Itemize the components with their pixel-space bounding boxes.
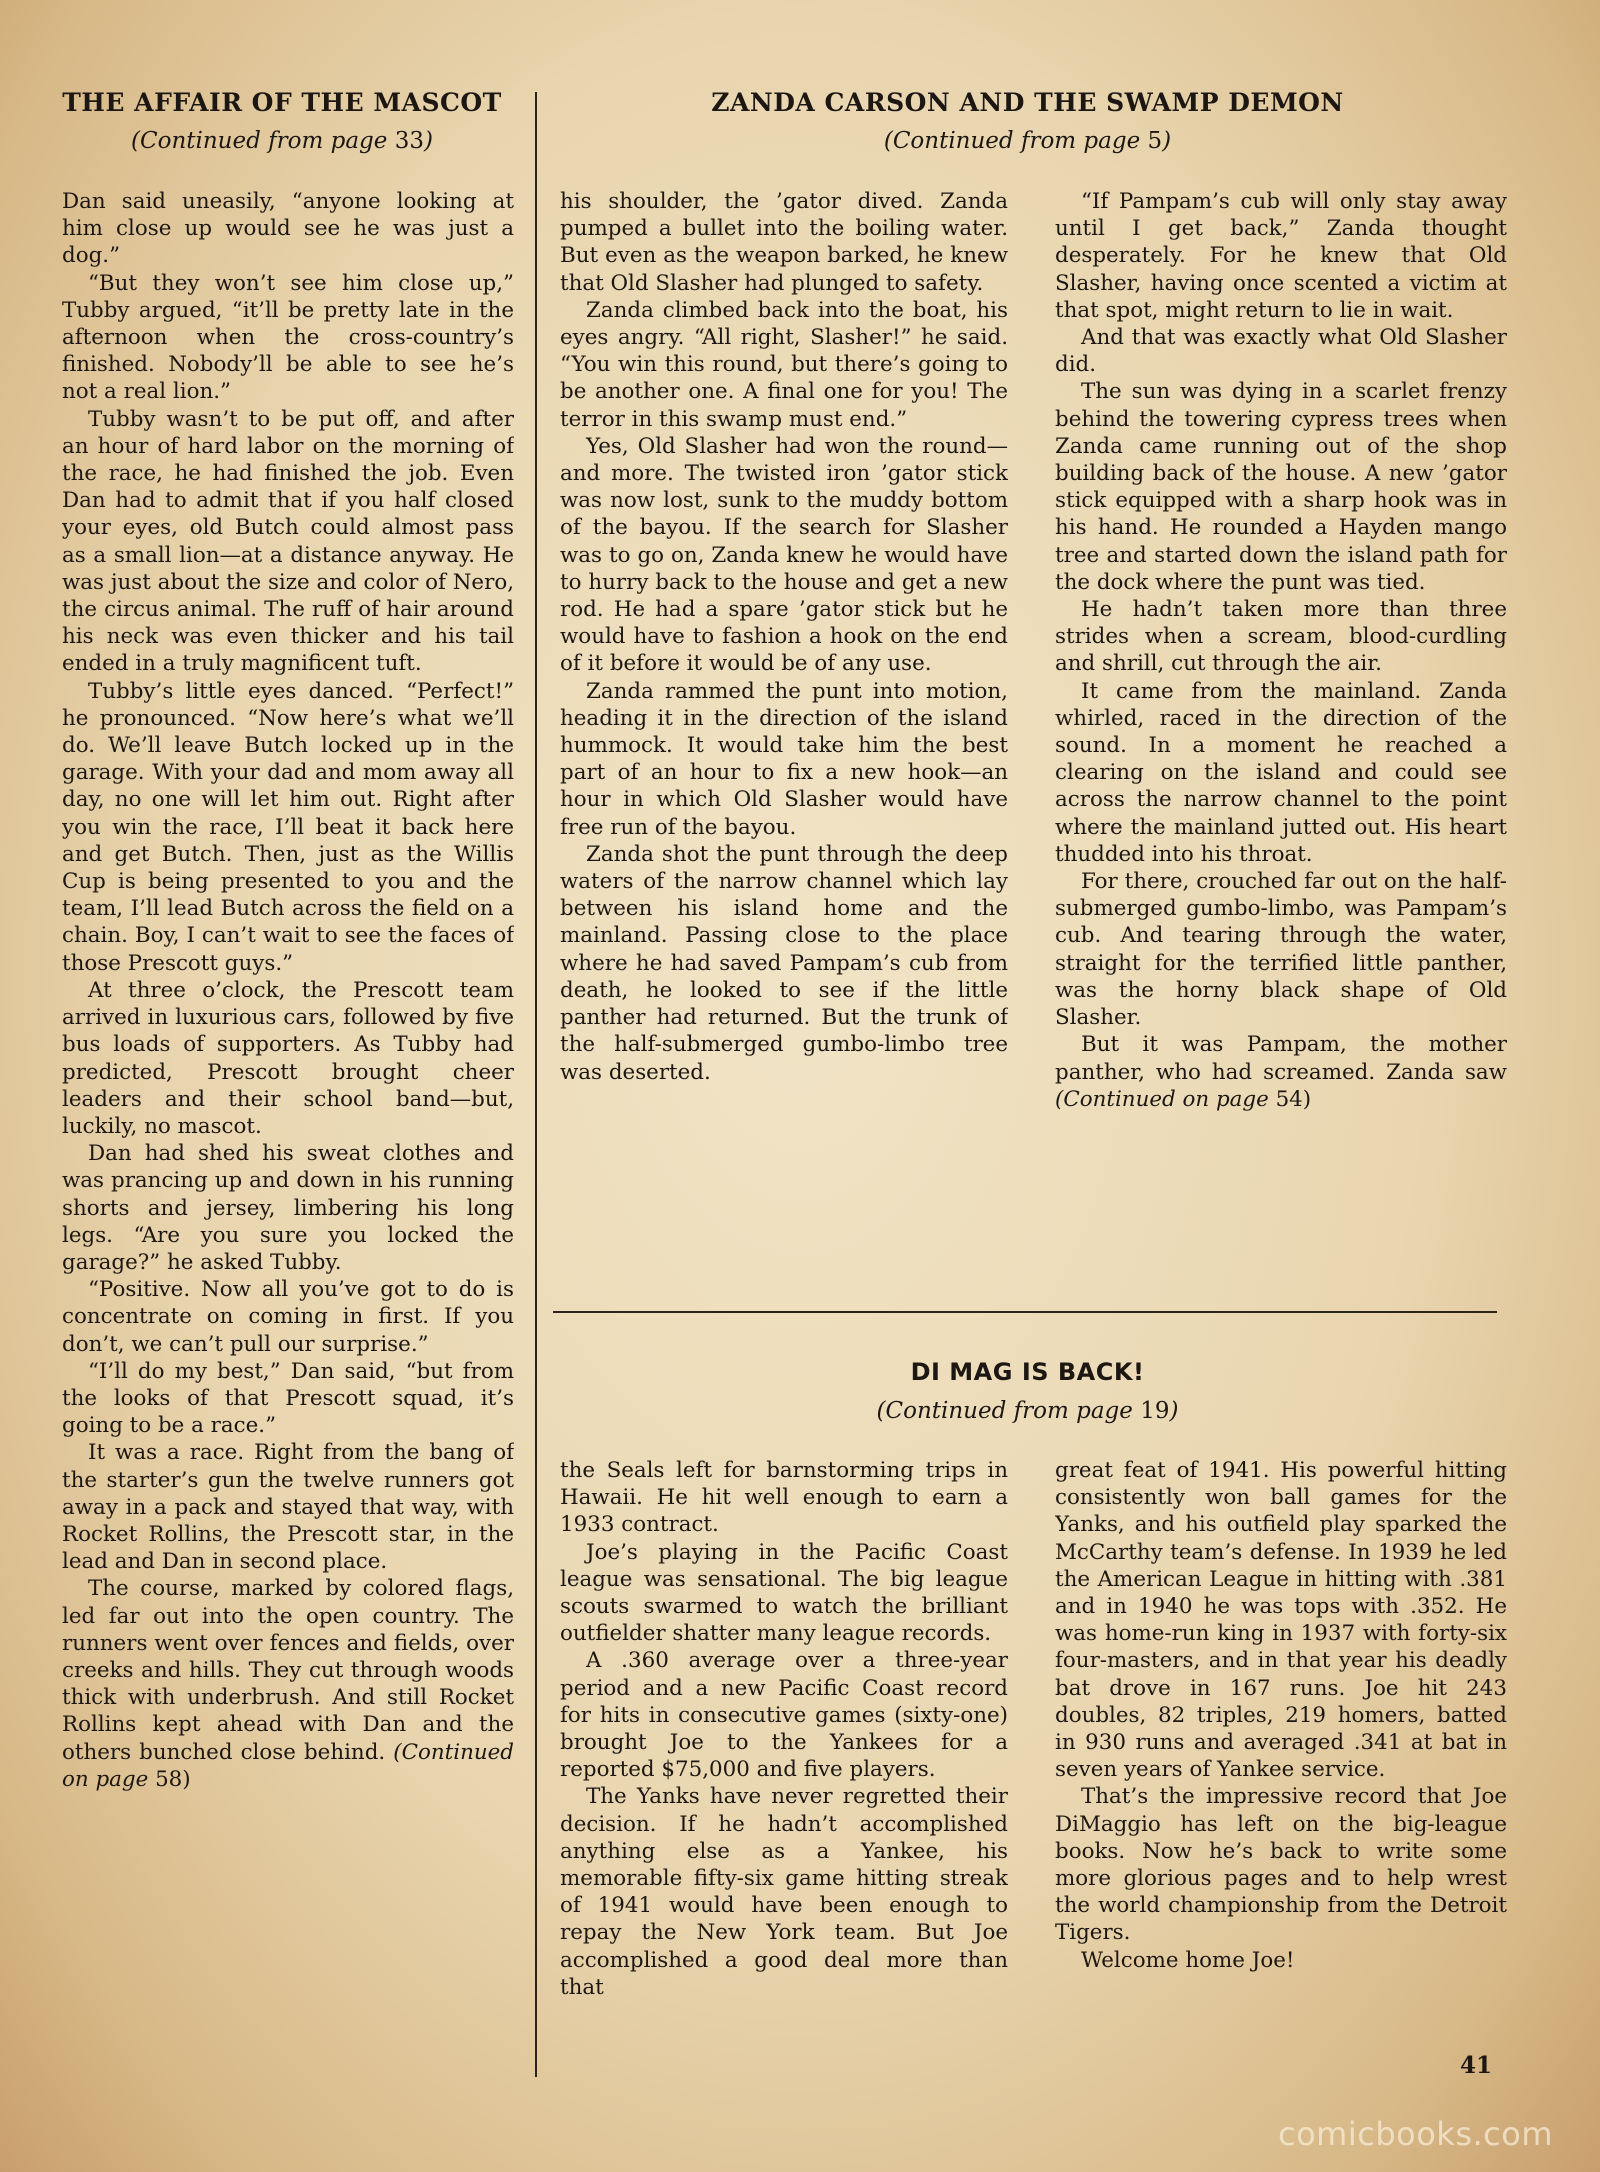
mascot-continued-from: (Continued from page 33)	[131, 128, 433, 154]
dimag-paragraph: great feat of 1941. His powerful hitting consistently won ball games for the Yanks, and his outfield play sparked the McCarthy team’s defense. In 1939 he led the American League in hitting with .381 and in 1940 he was tops with .352. He was home-run king in 1937 with forty-six four-masters, and in that year his deadly bat drove in 167 runs. Joe hit 243 doubles, 82 triples, 219 homers, batted in 930 runs and averaged .341 at bat in seven years of Yankee service.	[1055, 1458, 1507, 1783]
zanda-paragraph: his shoulder, the ’gator dived. Zanda pumped a bullet into the boiling water. But even as the weapon barked, he knew that Old Slasher had plunged to safety.	[560, 189, 1008, 296]
dimag-paragraph: The Yanks have never regretted their decision. If he hadn’t accomplished anything else as a Yankee, his memorable fifty-six game hitting streak of 1941 would have been enough to repay the New York team. But Joe accomplished a good deal more than that	[560, 1784, 1008, 2000]
zanda-paragraph: Zanda rammed the punt into motion, heading it in the direction of the island hummock. It would take him the best part of an hour to fix a new hook—an hour in which Old Slasher would have free run of the bayou.	[560, 678, 1008, 840]
mascot-paragraph: It was a race. Right from the bang of the starter’s gun the twelve runners got away in a pack and stayed that way, with Rocket Rollins, the Prescott star, in the lead and Dan in second place.	[62, 1440, 514, 1575]
dimag-paragraph: Welcome home Joe!	[1081, 1947, 1295, 1973]
mascot-paragraph: The course, marked by colored flags, led far out into the open country. The runners went over fences and fields, over creeks and hills. They cut through woods thick with underbrush. And still Rocket Rollins kept ahead with Dan and the others bunched close behind. (Continued on page 58)	[62, 1576, 514, 1792]
mascot-paragraph: Tubby wasn’t to be put off, and after an hour of hard labor on the morning of the race, he had finished the job. Even Dan had to admit that if you half closed your eyes, old Butch could almost pass as a small lion—at a distance anyway. He was just about the size and color of Nero, the circus animal. The ruff of hair around his neck was even thicker and his tail ended in a truly magnificent tuft.	[62, 406, 514, 677]
mascot-paragraph: “But they won’t see him close up,” Tubby argued, “it’ll be pretty late in the afternoon when the cross-country’s finished. Nobody’ll be able to see he’s not a real lion.”	[62, 270, 514, 405]
dimag-column-2	[1055, 1457, 1507, 2057]
dimag-paragraph: That’s the impressive record that Joe DiMaggio has left on the big-league books. Now he’s back to write some more glorious pages and to help wrest the world championship from the Detroit Tigers.	[1055, 1784, 1507, 1946]
page-number: 41	[1460, 2052, 1493, 2079]
zanda-continued-from: (Continued from page 5)	[883, 128, 1172, 154]
mascot-paragraph: Dan had shed his sweat clothes and was prancing up and down in his running shorts and jersey, limbering his long legs. “Are you sure you locked the garage?” he asked Tubby.	[62, 1141, 514, 1275]
mascot-paragraph: At three o’clock, the Prescott team arrived in luxurious cars, followed by five bus loads of supporters. As Tubby had predicted, Prescott brought cheer leaders and their school band—but, luckily, no mascot.	[62, 977, 514, 1139]
dimag-paragraph: Joe’s playing in the Pacific Coast league was sensational. The big league scouts swarmed to watch the brilliant outfielder shatter many league records.	[560, 1539, 1008, 1647]
watermark: comicbooks.com	[1278, 2115, 1554, 2153]
column-divider	[535, 92, 537, 2077]
zanda-paragraph: But it was Pampam, the mother panther, who had screamed. Zanda saw (Continued on page 54)	[1055, 1032, 1507, 1112]
section-divider	[553, 1311, 1497, 1313]
dimag-title: DI MAG IS BACK!	[910, 1358, 1145, 1386]
zanda-paragraph: The sun was dying in a scarlet frenzy behind the towering cypress trees when Zanda came running out of the shop building back of the house. A new ’gator stick equipped with a sharp hook was in his hand. He rounded a Hayden mango tree and started down the island path for the dock where the punt was tied.	[1055, 379, 1507, 595]
mascot-paragraph: Tubby’s little eyes danced. “Perfect!” he pronounced. “Now here’s what we’ll do. We’ll leave Butch locked up in the garage. With your dad and mom away all day, no one will let him out. Right after you win the race, I’ll beat it back here and get Butch. Then, just as the Willis Cup is being presented to you and the team, I’ll lead Butch across the field on a chain. Boy, I can’t wait to see the faces of those Prescott guys.”	[62, 678, 514, 976]
dimag-paragraph: A .360 average over a three-year period and a new Pacific Coast record for hits in consecutive games (sixty-one) brought Joe to the Yankees for a reported $75,000 and five players.	[560, 1648, 1008, 1783]
zanda-paragraph: It came from the mainland. Zanda whirled, raced in the direction of the sound. In a moment he reached a clearing on the island and could see across the narrow channel to the point where the mainland jutted out. His heart thudded into his throat.	[1055, 678, 1507, 867]
zanda-paragraph: Zanda climbed back into the boat, his eyes angry. “All right, Slasher!” he said. “You win this round, but there’s going to be another one. A final one for you! The terror in this swamp must end.”	[560, 297, 1008, 432]
zanda-column-1	[560, 188, 1008, 1278]
zanda-paragraph: Zanda shot the punt through the deep waters of the narrow channel which lay between his island home and the mainland. Passing close to the place where he had saved Pampam’s cub from death, he looked to see if the little panther had returned. But the trunk of the half-submerged gumbo-limbo tree was deserted.	[560, 841, 1008, 1085]
dimag-continued-from: (Continued from page 19)	[876, 1398, 1179, 1424]
mascot-title: THE AFFAIR OF THE MASCOT	[62, 88, 502, 117]
mascot-paragraph: Dan said uneasily, “anyone looking at him close up would see he was just a dog.”	[62, 189, 514, 269]
zanda-paragraph: And that was exactly what Old Slasher did.	[1055, 325, 1507, 378]
zanda-paragraph: “If Pampam’s cub will only stay away until I get back,” Zanda thought desperately. For he knew that Old Slasher, having once scented a victim at that spot, might return to lie in wait.	[1055, 189, 1507, 323]
mascot-column	[62, 188, 514, 2053]
dimag-paragraph: the Seals left for barnstorming trips in Hawaii. He hit well enough to earn a 1933 contract.	[560, 1458, 1008, 1538]
zanda-column-2	[1055, 188, 1507, 1278]
dimag-column-1	[560, 1457, 1008, 2057]
zanda-paragraph: For there, crouched far out on the half-submerged gumbo-limbo, was Pampam’s cub. And tearing through the water, straight for the terrified little panther, was the horny black shape of Old Slasher.	[1055, 869, 1507, 1031]
zanda-title: ZANDA CARSON AND THE SWAMP DEMON	[711, 88, 1344, 117]
mascot-paragraph: “Positive. Now all you’ve got to do is concentrate on coming in first. If you don’t, we can’t pull our surprise.”	[62, 1277, 514, 1357]
zanda-paragraph: Yes, Old Slasher had won the round—and more. The twisted iron ’gator stick was now lost, sunk to the muddy bottom of the bayou. If the search for Slasher was to go on, Zanda knew he would have to hurry back to the house and get a new rod. He had a spare ’gator stick but he would have to fashion a hook on the end of it before it would be of any use.	[560, 433, 1008, 677]
zanda-paragraph: He hadn’t taken more than three strides when a scream, blood-curdling and shrill, cut through the air.	[1055, 597, 1507, 677]
mascot-paragraph: “I’ll do my best,” Dan said, “but from the looks of that Prescott squad, it’s going to be a race.”	[62, 1358, 514, 1439]
